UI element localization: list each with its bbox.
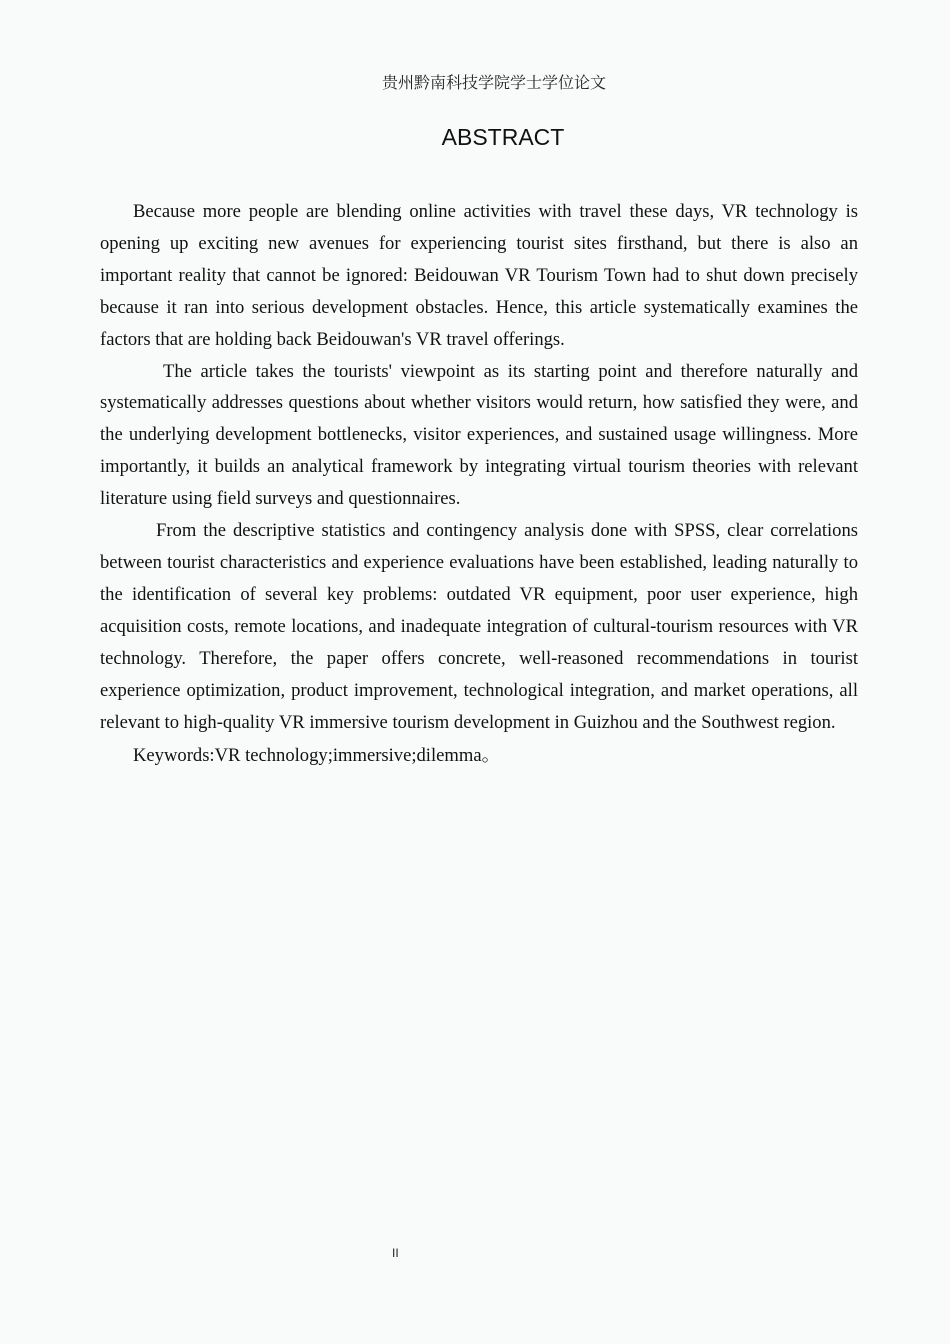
keywords-line: Keywords:VR technology;immersive;dilemma。: [133, 745, 501, 767]
abstract-paragraph-3: From the descriptive statistics and contingency analysis done with SPSS, clear correlations between tourist characteristics and experience evaluations have been established, leading naturally to the identification of several key problems: outdated VR equipment, poor user experience, high acquisition costs, remote locations, and inadequate integration of cultural-tourism resources with VR technology. Therefore, the paper offers concrete, well-reasoned recommendations in tourist experience optimization, product improvement, technological integration, and market operations, all relevant to high-quality VR immersive tourism development in Guizhou and the Southwest region.: [100, 520, 858, 733]
abstract-title: ABSTRACT: [441, 124, 565, 150]
abstract-paragraph-2: The article takes the tourists' viewpoint as its starting point and therefore naturally and systematically addresses questions about whether visitors would return, how satisfied they were, and the underlying development bottlenecks, visitor experiences, and sustained usage willingness. More importantly, it builds an analytical framework by integrating virtual tourism theories with relevant literature using field surveys and questionnaires.: [100, 360, 858, 510]
running-header: 贵州黔南科技学院学士学位论文: [381, 73, 606, 92]
page-number: II: [392, 1246, 399, 1260]
abstract-body: [100, 196, 858, 772]
abstract-paragraph-1: Because more people are blending online activities with travel these days, VR technology is opening up exciting new avenues for experiencing tourist sites firsthand, but there is also an important reality that cannot be ignored: Beidouwan VR Tourism Town had to shut down precisely because it ran into serious development obstacles. Hence, this article systematically examines the factors that are holding back Beidouwan's VR travel offerings.: [100, 201, 858, 350]
